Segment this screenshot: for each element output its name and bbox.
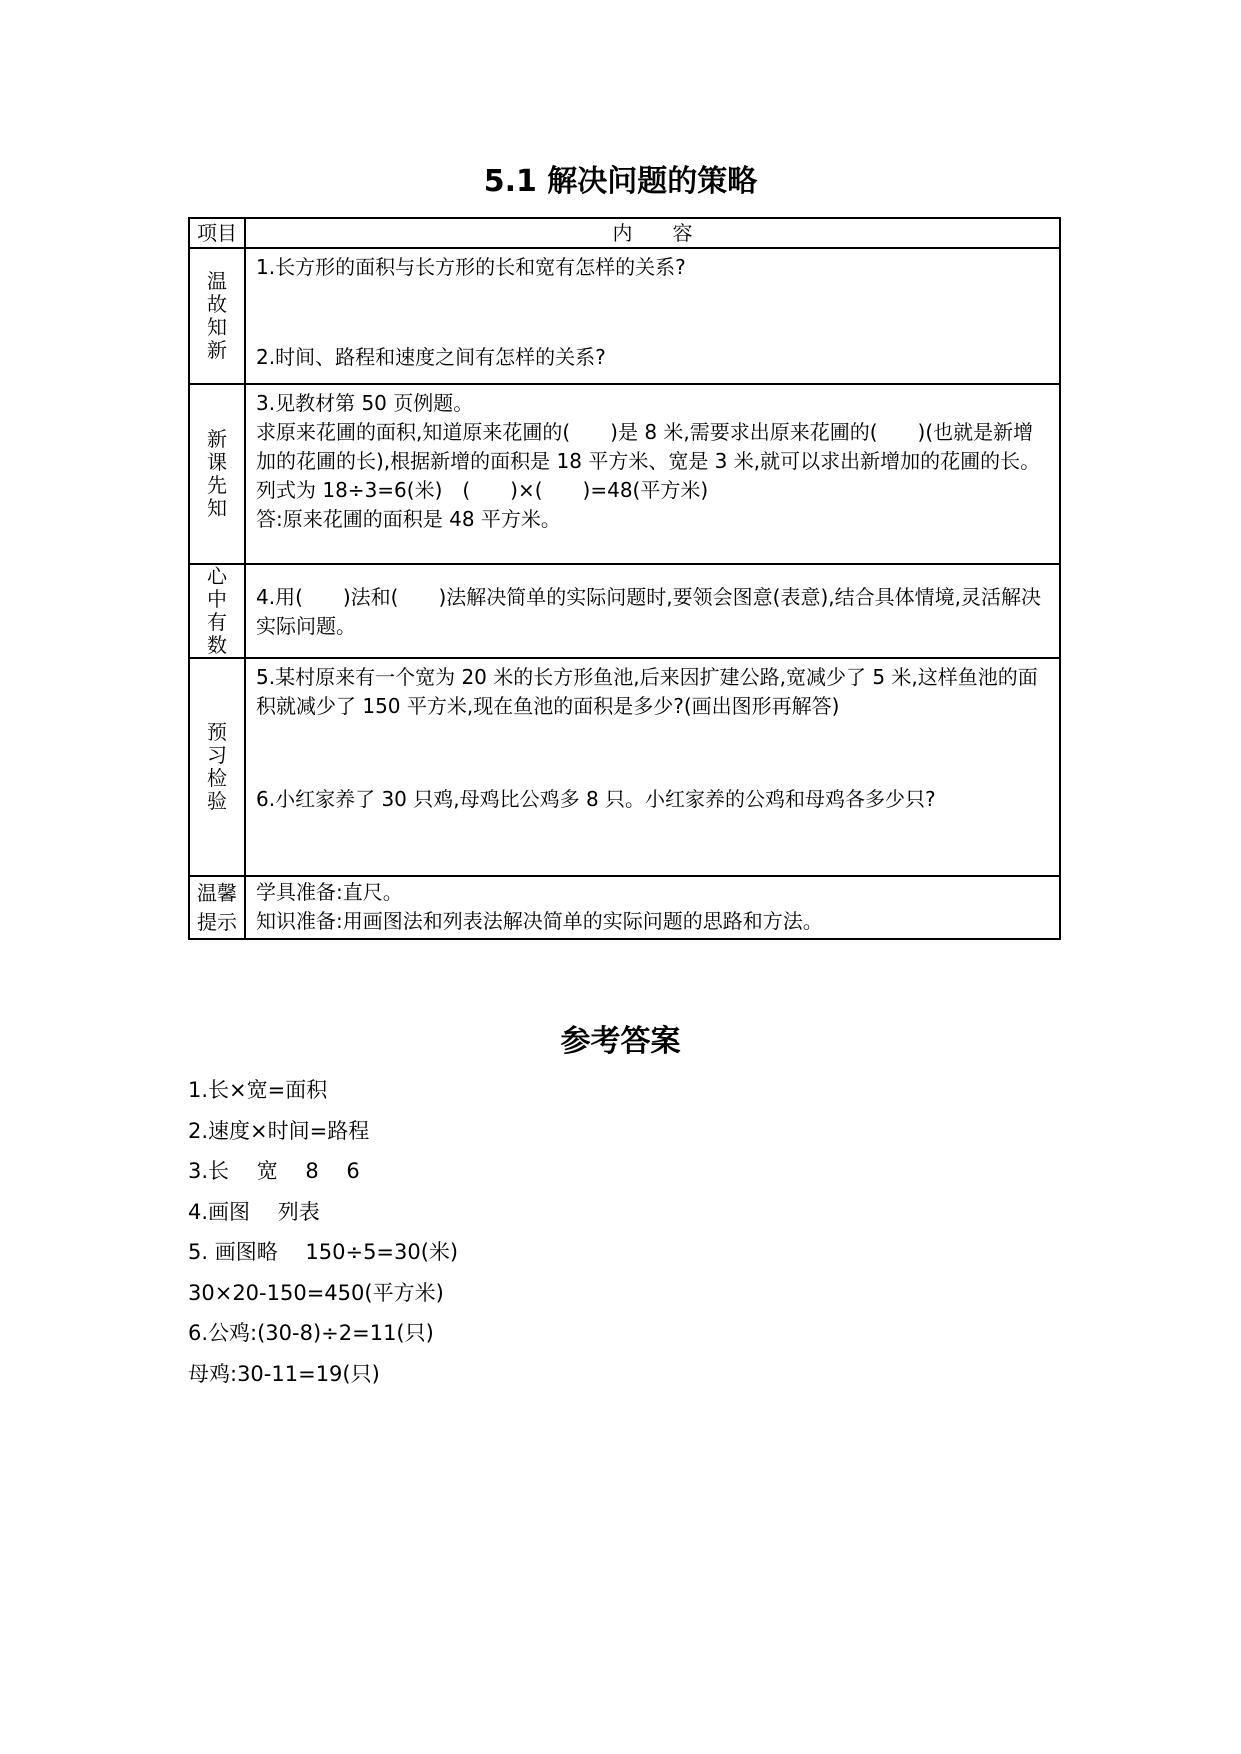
table-row [189,876,1060,939]
row-label-cell [189,658,245,876]
row-content [245,384,1060,564]
tip-tools: 学具准备:直尺。 [256,880,403,904]
answer-line: 6.公鸡:(30-8)÷2=11(只) [188,1321,434,1345]
row-label-cell [189,876,245,939]
table-row [189,384,1060,564]
row-label-line-1: 温馨 [197,880,237,905]
row-label: 新课先知 [207,427,227,520]
header-content: 内 容 [245,218,1060,248]
tip-knowledge: 知识准备:用画图法和列表法解决简单的实际问题的思路和方法。 [256,909,823,933]
header-item: 项目 [189,218,245,248]
table-header-row [189,218,1060,248]
table-row [189,248,1060,384]
row-content [245,658,1060,876]
row-label: 预习检验 [207,720,227,813]
row-content [245,248,1060,384]
answer-line: 3.长 宽 8 6 [188,1159,360,1183]
worksheet-table [188,217,1061,940]
row-label-cell [189,248,245,384]
question-3-formula: 列式为 18÷3=6(米) ( )×( )=48(平方米) [256,478,709,502]
row-label-cell [189,384,245,564]
answer-line: 30×20-150=450(平方米) [188,1280,444,1305]
answer-line: 母鸡:30-11=19(只) [188,1361,380,1386]
question-3-answer: 答:原来花圃的面积是 48 平方米。 [256,507,561,531]
question-2: 2.时间、路程和速度之间有怎样的关系? [256,345,606,369]
answer-line: 2.速度×时间=路程 [188,1118,370,1143]
question-5: 5.某村原来有一个宽为 20 米的长方形鱼池,后来因扩建公路,宽减少了 5 米,这样鱼池的面积就减少了 150 平方米,现在鱼池的面积是多少?(画出图形再解答) [256,665,1038,718]
table-row [189,564,1060,658]
row-content [245,876,1060,939]
question-4: 4.用( )法和( )法解决简单的实际问题时,要领会图意(表意),结合具体情境,灵活解决实际问题。 [256,585,1041,638]
question-3: 3.见教材第 50 页例题。 [256,391,474,415]
row-label-cell [189,564,245,658]
page-title: 5.1 解决问题的策略 [483,164,758,199]
question-1: 1.长方形的面积与长方形的长和宽有怎样的关系? [256,255,686,279]
answer-line: 4.画图 列表 [188,1199,320,1224]
answers-title: 参考答案 [560,1024,681,1059]
answer-line: 5. 画图略 150÷5=30(米) [188,1240,459,1264]
answer-line: 1.长×宽=面积 [188,1078,328,1102]
row-label: 温故知新 [207,269,227,362]
question-6: 6.小红家养了 30 只鸡,母鸡比公鸡多 8 只。小红家养的公鸡和母鸡各多少只? [256,787,936,811]
row-content [245,564,1060,658]
table-row [189,658,1060,876]
answers-list [188,1070,458,1394]
row-label: 心中有数 [207,564,227,657]
row-label-line-2: 提示 [197,909,237,934]
question-3-text: 求原来花圃的面积,知道原来花圃的( )是 8 米,需要求出原来花圃的( )(也就是新增加的花圃的长),根据新增的面积是 18 平方米、宽是 3 米,就可以求出新增加的花圃的长。 [256,420,1041,473]
